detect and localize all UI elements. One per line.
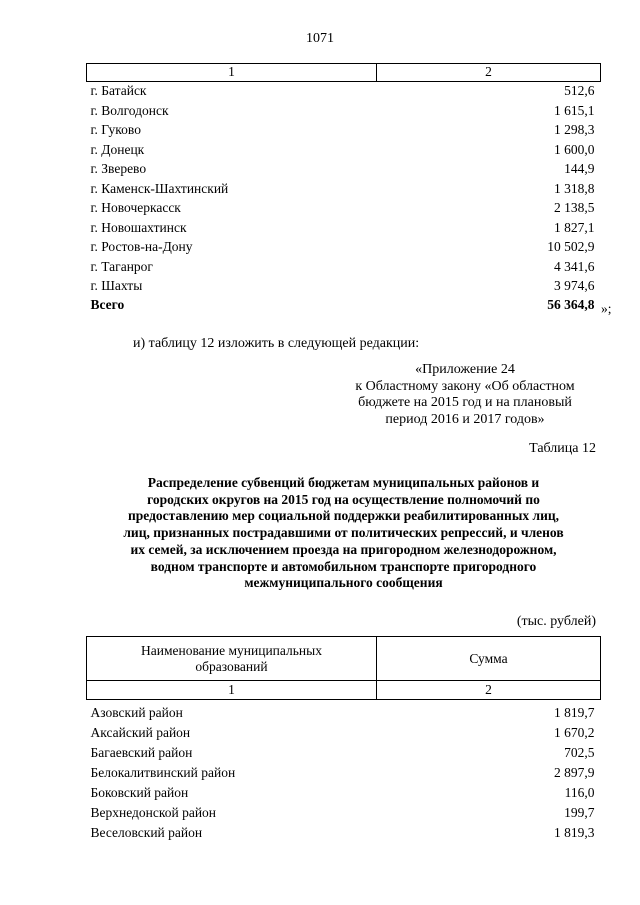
table-row [87, 764, 601, 784]
row-value: 1 819,7 [554, 705, 595, 721]
table-row [87, 218, 601, 238]
column-number-1: 1 [87, 681, 377, 700]
row-value: 144,9 [564, 161, 595, 177]
row-value: 2 138,5 [554, 200, 595, 216]
page-number: 1071 [306, 31, 334, 46]
row-name: Аксайский район [90, 725, 191, 741]
districts-subvention-table [86, 636, 601, 844]
table-row [87, 199, 601, 219]
row-name: г. Шахты [90, 278, 143, 294]
total-label: Всего [90, 297, 125, 313]
row-value: 1 670,2 [554, 725, 595, 741]
table-row [87, 121, 601, 141]
table-header-row [87, 64, 601, 82]
row-name: Багаевский район [90, 745, 193, 761]
table-row [87, 179, 601, 199]
appendix-line: бюджете на 2015 год и на плановый [358, 395, 572, 411]
row-value: 199,7 [564, 805, 595, 821]
table-row [87, 160, 601, 180]
row-value: 10 502,9 [547, 239, 595, 255]
row-name: Боковский район [90, 785, 189, 801]
appendix-line: период 2016 и 2017 годов» [385, 411, 545, 427]
row-value: 2 897,9 [554, 765, 595, 781]
row-value: 512,6 [564, 83, 595, 99]
row-name: Веселовский район [90, 825, 203, 841]
table-caption: Таблица 12 [529, 441, 596, 456]
title-line: Распределение субвенций бюджетам муниципальных районов и [147, 475, 540, 490]
row-value: 4 341,6 [554, 258, 595, 274]
total-value: 56 364,8 [547, 297, 595, 313]
table-row [87, 238, 601, 258]
row-value: 1 298,3 [554, 122, 595, 138]
row-name: г. Батайск [90, 83, 147, 99]
table-row [87, 804, 601, 824]
title-line: межмуниципального сообщения [244, 575, 443, 591]
table-row [87, 744, 601, 764]
column-number-2: 2 [377, 64, 601, 82]
title-line: водном транспорте и автомобильном транспорте пригородного [150, 558, 537, 574]
column-number-2: 2 [377, 681, 601, 700]
header-name-line: образований [195, 658, 268, 674]
row-value: 1 318,8 [554, 180, 595, 196]
appendix-line: «Приложение 24 [415, 362, 515, 377]
row-value: 1 600,0 [554, 141, 595, 157]
appendix-reference [330, 362, 600, 428]
column-number-1: 1 [87, 64, 377, 82]
table-row [87, 824, 601, 844]
table-title [86, 475, 601, 592]
header-name-cell [87, 637, 377, 681]
table-row [87, 101, 601, 121]
closing-quote-suffix: »; [601, 301, 612, 316]
row-name: Верхнедонской район [90, 805, 217, 821]
table-number-row [87, 681, 601, 700]
units-label: (тыс. рублей) [516, 614, 596, 629]
header-sum-cell: Сумма [377, 637, 601, 681]
row-name: Азовский район [90, 705, 183, 721]
row-name: г. Зверево [90, 161, 147, 177]
table-row [87, 724, 601, 744]
title-line: городских округов на 2015 год на осуществление полномочий по [147, 491, 540, 507]
row-name: г. Ростов-на-Дону [90, 239, 193, 255]
row-name: г. Гуково [90, 122, 141, 138]
table-row [87, 257, 601, 277]
row-name: г. Новочеркасск [90, 200, 181, 216]
title-line: их семей, за исключением проезда на пригородном железнодорожном, [130, 541, 557, 557]
row-value: 1 615,1 [554, 102, 595, 118]
row-value: 702,5 [564, 745, 595, 761]
appendix-line: к Областному закону «Об областном [355, 378, 575, 394]
table-row [87, 140, 601, 160]
row-value: 1 819,3 [554, 825, 595, 841]
table-row [87, 277, 601, 297]
table-row [87, 704, 601, 724]
row-name: г. Донецк [90, 141, 145, 157]
amendment-instruction: и) таблицу 12 изложить в следующей редакции: [133, 336, 420, 351]
row-name: Белокалитвинский район [90, 765, 236, 781]
row-name: г. Каменск-Шахтинский [90, 180, 229, 196]
table-row [87, 784, 601, 804]
title-line: лиц, признанных пострадавшими от политических репрессий, и членов [123, 525, 564, 541]
table-row [87, 82, 601, 102]
table-header-row [87, 637, 601, 681]
header-name-line: Наименование муниципальных [141, 642, 322, 658]
row-name: г. Волгодонск [90, 102, 169, 118]
row-value: 3 974,6 [554, 278, 595, 294]
row-value: 1 827,1 [554, 219, 595, 235]
row-name: г. Таганрог [90, 258, 153, 274]
title-line: предоставлению мер социальной поддержки реабилитированных лиц, [127, 508, 560, 524]
row-name: г. Новошахтинск [90, 219, 187, 235]
total-row [87, 296, 601, 315]
row-value: 116,0 [564, 785, 595, 801]
cities-subvention-table [86, 63, 601, 315]
